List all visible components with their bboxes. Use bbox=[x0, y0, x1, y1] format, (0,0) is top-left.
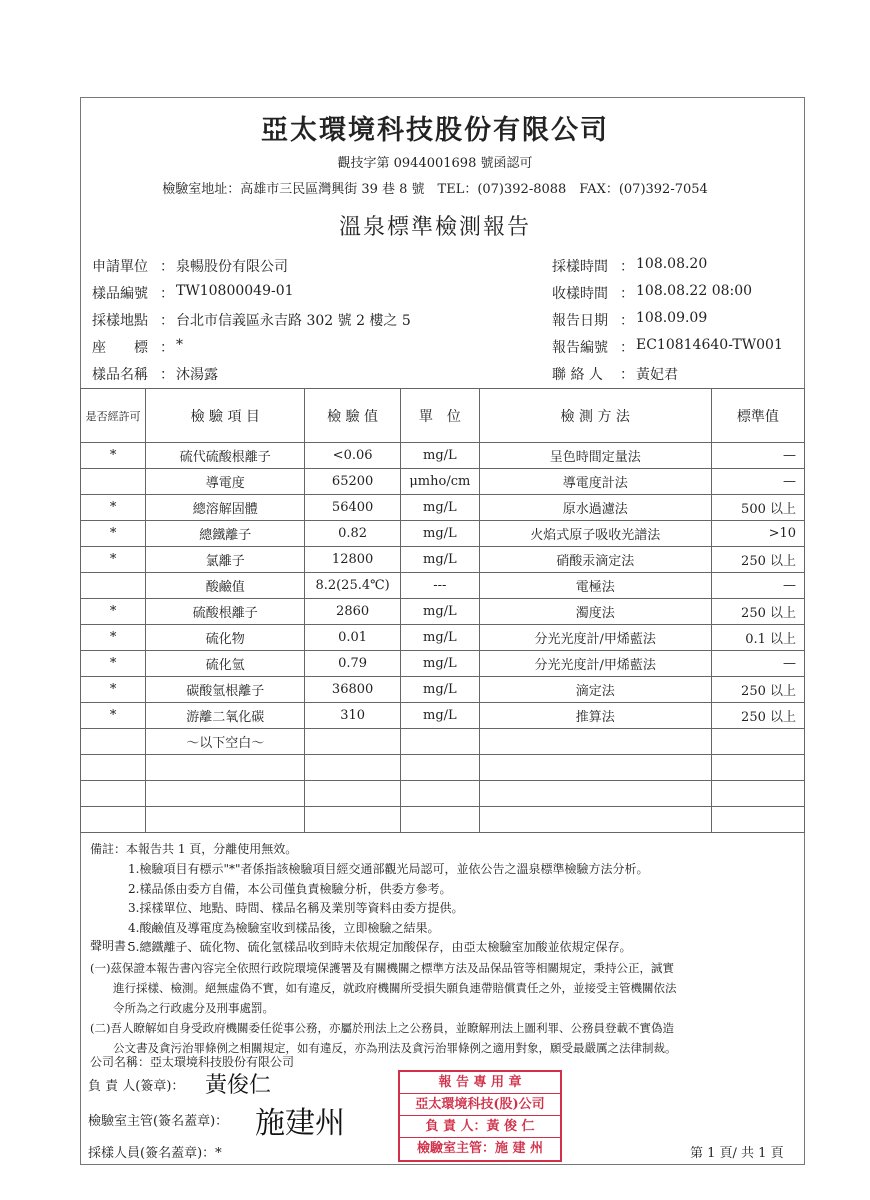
table-cell: mg/L bbox=[400, 495, 479, 521]
info-label-right: 報告日期 bbox=[552, 313, 608, 329]
report-stamp bbox=[398, 1070, 562, 1162]
table-cell bbox=[81, 781, 146, 807]
table-row bbox=[81, 781, 805, 807]
info-value-right: 108.08.22 08:00 bbox=[636, 283, 753, 299]
table-cell: — bbox=[711, 651, 804, 677]
table-row bbox=[81, 807, 805, 833]
table-cell: 250 以上 bbox=[711, 547, 804, 573]
table-cell bbox=[146, 781, 305, 807]
declaration-line: (二)吾人瞭解如自身受政府機關委任從事公務，亦屬於刑法上之公務員，並瞭解刑法上圖利罪、公務員登載不實偽造 bbox=[90, 1021, 674, 1035]
info-value-left: * bbox=[176, 337, 183, 353]
table-cell: mg/L bbox=[400, 651, 479, 677]
table-cell bbox=[400, 755, 479, 781]
table-cell: 250 以上 bbox=[711, 677, 804, 703]
info-colon: ： bbox=[160, 313, 174, 329]
table-cell: 總溶解固體 bbox=[146, 495, 305, 521]
lab-supervisor-label: 檢驗室主管(簽名蓋章)： bbox=[88, 1114, 229, 1129]
table-row bbox=[81, 599, 805, 625]
company-name-line: 公司名稱：亞太環境科技股份有限公司 bbox=[90, 1055, 295, 1069]
table-cell: 硫酸根離子 bbox=[146, 599, 305, 625]
table-cell: mg/L bbox=[400, 547, 479, 573]
info-label-left: 樣品編號 bbox=[92, 286, 148, 302]
table-cell bbox=[81, 755, 146, 781]
table-cell: 酸鹼值 bbox=[146, 573, 305, 599]
table-cell: 8.2(25.4℃) bbox=[305, 573, 401, 599]
table-cell: * bbox=[81, 651, 146, 677]
table-cell: 硫代硫酸根離子 bbox=[146, 443, 305, 469]
table-cell: 250 以上 bbox=[711, 703, 804, 729]
info-value-right: EC10814640-TW001 bbox=[636, 337, 783, 353]
info-value-left: 沐湯露 bbox=[176, 367, 218, 383]
table-cell: 呈色時間定量法 bbox=[479, 443, 711, 469]
note-item: 5.總鐵離子、硫化物、硫化氫樣品收到時未依規定加酸保存，由亞太檢驗室加酸並依規定保存。 bbox=[128, 940, 632, 954]
table-cell: 硫化物 bbox=[146, 625, 305, 651]
table-cell: 36800 bbox=[305, 677, 401, 703]
info-label-right: 報告編號 bbox=[552, 340, 608, 356]
info-label-left: 採樣地點 bbox=[92, 313, 148, 329]
table-cell bbox=[711, 729, 804, 755]
info-colon: ： bbox=[620, 313, 634, 329]
lab-supervisor-signature: 施建州 bbox=[255, 1106, 345, 1141]
table-row bbox=[81, 547, 805, 573]
table-cell bbox=[81, 729, 146, 755]
table-cell bbox=[305, 755, 401, 781]
info-label-right: 聯 絡 人 bbox=[552, 367, 603, 383]
table-cell: 導電度計法 bbox=[479, 469, 711, 495]
table-cell bbox=[479, 729, 711, 755]
table-cell bbox=[305, 781, 401, 807]
responsible-signature: 黃俊仁 bbox=[205, 1073, 272, 1098]
table-cell: 500 以上 bbox=[711, 495, 804, 521]
table-cell: 總鐵離子 bbox=[146, 521, 305, 547]
declaration-line: 令所為之行政處分及刑事處罰。 bbox=[90, 1001, 274, 1015]
table-cell bbox=[479, 755, 711, 781]
table-row bbox=[81, 755, 805, 781]
table-cell: * bbox=[81, 547, 146, 573]
info-colon: ： bbox=[160, 340, 174, 356]
info-colon: ： bbox=[620, 286, 634, 302]
info-value-left: TW10800049-01 bbox=[176, 283, 294, 299]
table-row bbox=[81, 729, 805, 755]
table-cell: * bbox=[81, 625, 146, 651]
table-cell: 導電度 bbox=[146, 469, 305, 495]
info-colon: ： bbox=[620, 367, 634, 383]
table-cell: 0.01 bbox=[305, 625, 401, 651]
column-header: 檢 驗 項 目 bbox=[146, 389, 305, 443]
stamp-line: 負 責 人：黃 俊 仁 bbox=[400, 1116, 560, 1138]
table-cell: — bbox=[711, 573, 804, 599]
info-colon: ： bbox=[160, 286, 174, 302]
table-cell bbox=[711, 807, 804, 833]
table-cell bbox=[400, 729, 479, 755]
info-label-right: 收樣時間 bbox=[552, 286, 608, 302]
table-cell bbox=[479, 807, 711, 833]
table-header-row bbox=[81, 389, 805, 443]
info-value-right: 108.09.09 bbox=[636, 310, 708, 326]
page-number: 第 1 頁/ 共 1 頁 bbox=[690, 1146, 784, 1161]
table-cell: * bbox=[81, 443, 146, 469]
table-cell bbox=[81, 807, 146, 833]
table-cell: * bbox=[81, 521, 146, 547]
results-table bbox=[80, 388, 805, 833]
table-cell: 2860 bbox=[305, 599, 401, 625]
table-cell: 濁度法 bbox=[479, 599, 711, 625]
info-value-right: 108.08.20 bbox=[636, 256, 708, 272]
table-cell: 硫化氫 bbox=[146, 651, 305, 677]
table-cell bbox=[305, 729, 401, 755]
note-item: 3.採樣單位、地點、時間、樣品名稱及業別等資料由委方提供。 bbox=[128, 901, 464, 915]
table-cell: * bbox=[81, 677, 146, 703]
table-cell: <0.06 bbox=[305, 443, 401, 469]
table-cell: 0.1 以上 bbox=[711, 625, 804, 651]
table-cell: 12800 bbox=[305, 547, 401, 573]
table-cell: 250 以上 bbox=[711, 599, 804, 625]
info-value-left: 泉暢股份有限公司 bbox=[176, 259, 288, 275]
info-colon: ： bbox=[620, 259, 634, 275]
info-label-right: 採樣時間 bbox=[552, 259, 608, 275]
table-cell: 滴定法 bbox=[479, 677, 711, 703]
table-cell bbox=[400, 781, 479, 807]
table-cell: 0.82 bbox=[305, 521, 401, 547]
table-cell: — bbox=[711, 469, 804, 495]
table-cell bbox=[711, 781, 804, 807]
table-row bbox=[81, 677, 805, 703]
table-cell: * bbox=[81, 495, 146, 521]
table-cell bbox=[400, 807, 479, 833]
note-item: 2.樣品係由委方自備，本公司僅負責檢驗分析，供委方參考。 bbox=[128, 881, 452, 896]
table-cell: >10 bbox=[711, 521, 804, 547]
responsible-label: 負 責 人(簽章)： bbox=[88, 1079, 185, 1094]
table-cell: --- bbox=[400, 573, 479, 599]
table-cell: mg/L bbox=[400, 443, 479, 469]
info-value-left: 台北市信義區永吉路 302 號 2 樓之 5 bbox=[176, 313, 411, 329]
table-cell: * bbox=[81, 703, 146, 729]
stamp-line: 報 告 專 用 章 bbox=[400, 1072, 560, 1094]
table-cell: 火焰式原子吸收光譜法 bbox=[479, 521, 711, 547]
table-cell: 游離二氧化碳 bbox=[146, 703, 305, 729]
table-cell: mg/L bbox=[400, 677, 479, 703]
table-cell: ～以下空白～ bbox=[146, 729, 305, 755]
notes-title: 備註：本報告共 1 頁，分離使用無效。 bbox=[90, 842, 298, 856]
declaration-line: (一)茲保證本報告書內容完全依照行政院環境保護署及有關機關之標準方法及品保品管等相關規定，秉持公正，誠實 bbox=[90, 961, 674, 975]
report-title: 溫泉標準檢測報告 bbox=[338, 215, 531, 240]
table-cell: 分光光度計/甲烯藍法 bbox=[479, 651, 711, 677]
column-header: 標準值 bbox=[711, 389, 804, 443]
table-cell: * bbox=[81, 599, 146, 625]
table-row bbox=[81, 469, 805, 495]
table-row bbox=[81, 703, 805, 729]
table-cell: 硝酸汞滴定法 bbox=[479, 547, 711, 573]
info-value-right: 黃妃君 bbox=[636, 367, 678, 383]
table-cell: 0.79 bbox=[305, 651, 401, 677]
info-colon: ： bbox=[160, 367, 174, 383]
table-cell: 推算法 bbox=[479, 703, 711, 729]
table-cell: 56400 bbox=[305, 495, 401, 521]
table-cell: 原水過濾法 bbox=[479, 495, 711, 521]
table-cell: μmho/cm bbox=[400, 469, 479, 495]
table-cell: mg/L bbox=[400, 625, 479, 651]
table-row bbox=[81, 573, 805, 599]
table-row bbox=[81, 625, 805, 651]
info-label-left: 申請單位 bbox=[92, 259, 148, 275]
table-cell bbox=[479, 781, 711, 807]
table-cell bbox=[146, 755, 305, 781]
table-cell: mg/L bbox=[400, 599, 479, 625]
note-item: 1.檢驗項目有標示"*"者係指該檢驗項目經交通部觀光局認可，並依公告之溫泉標準檢驗方法分析。 bbox=[128, 862, 649, 876]
info-label-left: 樣品名稱 bbox=[92, 367, 148, 383]
info-colon: ： bbox=[620, 340, 634, 356]
company-name: 亞太環境科技股份有限公司 bbox=[261, 115, 609, 146]
table-cell bbox=[81, 573, 146, 599]
info-label-left: 座 標 bbox=[92, 340, 148, 356]
table-cell bbox=[81, 469, 146, 495]
stamp-line: 檢驗室主管：施 建 州 bbox=[416, 1141, 544, 1156]
column-header: 是否經許可 bbox=[81, 389, 146, 443]
table-cell: 65200 bbox=[305, 469, 401, 495]
table-cell: mg/L bbox=[400, 521, 479, 547]
table-cell: — bbox=[711, 443, 804, 469]
table-cell bbox=[146, 807, 305, 833]
table-cell: 氯離子 bbox=[146, 547, 305, 573]
lab-address: 檢驗室地址：高雄市三民區灣興街 39 巷 8 號 TEL：(07)392-8088 FAX：(07)392-7054 bbox=[162, 182, 708, 197]
declaration-line: 公文書及貪污治罪條例之相關規定，如有違反，亦為刑法及貪污治罪條例之適用對象，願受最嚴厲之法律制裁。 bbox=[90, 1041, 677, 1055]
table-cell: mg/L bbox=[400, 703, 479, 729]
license-number: 觀技字第 0944001698 號函認可 bbox=[337, 156, 533, 171]
sampler-label: 採樣人員(簽名蓋章)：* bbox=[88, 1146, 222, 1161]
table-row bbox=[81, 495, 805, 521]
declaration-line: 進行採樣、檢測。絕無虛偽不實，如有違反，就政府機關所受損失願負連帶賠償責任之外，並接受主管機關依法 bbox=[90, 981, 677, 995]
table-cell: 310 bbox=[305, 703, 401, 729]
stamp-line: 亞太環境科技(股)公司 bbox=[400, 1094, 560, 1116]
table-row bbox=[81, 651, 805, 677]
table-row bbox=[81, 443, 805, 469]
column-header: 檢 測 方 法 bbox=[479, 389, 711, 443]
table-cell: 電極法 bbox=[479, 573, 711, 599]
note-item: 4.酸鹼值及導電度為檢驗室收到樣品後，立即檢驗之結果。 bbox=[128, 920, 440, 935]
table-cell bbox=[305, 807, 401, 833]
column-header: 檢 驗 值 bbox=[305, 389, 401, 443]
declaration-title: 聲明書： bbox=[90, 939, 139, 953]
table-cell: 碳酸氫根離子 bbox=[146, 677, 305, 703]
table-cell: 分光光度計/甲烯藍法 bbox=[479, 625, 711, 651]
info-colon: ： bbox=[160, 259, 174, 275]
column-header: 單 位 bbox=[400, 389, 479, 443]
table-cell bbox=[711, 755, 804, 781]
table-row bbox=[81, 521, 805, 547]
